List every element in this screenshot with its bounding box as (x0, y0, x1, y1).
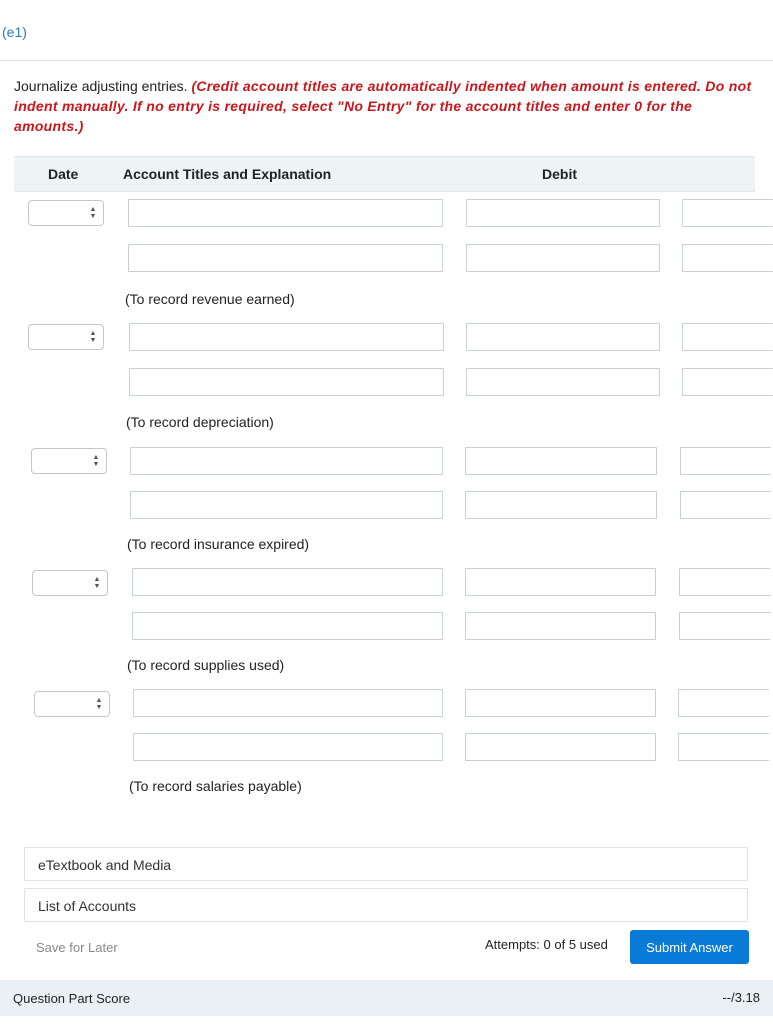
date-select-entry-1[interactable] (28, 200, 104, 226)
debit-input-entry-2-line-2[interactable] (466, 368, 660, 396)
score-value: --/3.18 (722, 990, 760, 1005)
explanation-entry-3: (To record insurance expired) (127, 536, 310, 552)
select-arrows-icon: ▲ ▼ (95, 697, 103, 711)
debit-input-entry-5-line-2[interactable] (465, 733, 656, 761)
credit-input-entry-5-line-2[interactable] (678, 733, 769, 761)
instructions-note: (Credit account titles are automatically indented when amount is entered. Do not indent manually. If no entry is required, select "No Entry" for the account titles and enter 0 for the amounts.) (14, 78, 752, 134)
explanation-entry-1: (To record revenue earned) (125, 291, 295, 307)
date-select-entry-3[interactable] (31, 448, 107, 474)
etextbook-link-label: eTextbook and Media (38, 857, 172, 873)
submit-answer-button[interactable]: Submit Answer (630, 930, 749, 964)
debit-input-entry-1-line-2[interactable] (466, 244, 660, 272)
debit-input-entry-5-line-1[interactable] (465, 689, 656, 717)
credit-input-entry-1-line-1[interactable] (682, 199, 773, 227)
account-input-entry-1-line-1[interactable] (128, 199, 443, 227)
journal-table-header (14, 156, 755, 192)
account-input-entry-3-line-2[interactable] (130, 491, 443, 519)
date-select-entry-5[interactable] (34, 691, 110, 717)
score-label: Question Part Score (13, 991, 131, 1006)
select-arrows-icon: ▲ ▼ (92, 454, 100, 468)
account-input-entry-3-line-1[interactable] (130, 447, 443, 475)
debit-input-entry-4-line-1[interactable] (465, 568, 656, 596)
date-select-entry-4[interactable] (32, 570, 108, 596)
explanation-entry-5: (To record salaries payable) (129, 778, 302, 794)
list-of-accounts-link-label: List of Accounts (38, 898, 137, 914)
account-input-entry-2-line-1[interactable] (129, 323, 444, 351)
credit-input-entry-4-line-2[interactable] (679, 612, 770, 640)
select-arrows-icon: ▲ ▼ (89, 330, 97, 344)
save-for-later-button[interactable]: Save for Later (36, 940, 118, 955)
credit-input-entry-3-line-1[interactable] (680, 447, 771, 475)
account-input-entry-4-line-1[interactable] (132, 568, 443, 596)
etextbook-link[interactable] (24, 847, 748, 881)
instructions-lead: Journalize adjusting entries. (14, 78, 188, 94)
credit-input-entry-2-line-2[interactable] (682, 368, 773, 396)
list-of-accounts-link[interactable] (24, 888, 748, 922)
credit-input-entry-5-line-1[interactable] (678, 689, 769, 717)
question-part-score-bar (0, 980, 773, 1016)
explanation-entry-4: (To record supplies used) (127, 657, 285, 673)
account-input-entry-5-line-1[interactable] (133, 689, 443, 717)
attempts-counter: Attempts: 0 of 5 used (485, 937, 608, 952)
select-arrows-icon: ▲ ▼ (93, 576, 101, 590)
debit-column-header: Debit (542, 166, 577, 182)
debit-input-entry-4-line-2[interactable] (465, 612, 656, 640)
credit-input-entry-4-line-1[interactable] (679, 568, 770, 596)
debit-input-entry-3-line-1[interactable] (465, 447, 657, 475)
account-column-header: Account Titles and Explanation (123, 166, 332, 182)
top-divider (0, 60, 773, 61)
debit-input-entry-2-line-1[interactable] (466, 323, 660, 351)
credit-input-entry-1-line-2[interactable] (682, 244, 773, 272)
instructions (14, 76, 754, 136)
debit-input-entry-3-line-2[interactable] (465, 491, 657, 519)
date-select-entry-2[interactable] (28, 324, 104, 350)
credit-input-entry-3-line-2[interactable] (680, 491, 771, 519)
date-column-header: Date (48, 166, 79, 182)
explanation-entry-2: (To record depreciation) (126, 414, 274, 430)
account-input-entry-4-line-2[interactable] (132, 612, 443, 640)
debit-input-entry-1-line-1[interactable] (466, 199, 660, 227)
part-label: (e1) (2, 24, 27, 40)
account-input-entry-5-line-2[interactable] (133, 733, 443, 761)
credit-input-entry-2-line-1[interactable] (682, 323, 773, 351)
account-input-entry-2-line-2[interactable] (129, 368, 444, 396)
select-arrows-icon: ▲ ▼ (89, 206, 97, 220)
account-input-entry-1-line-2[interactable] (128, 244, 443, 272)
